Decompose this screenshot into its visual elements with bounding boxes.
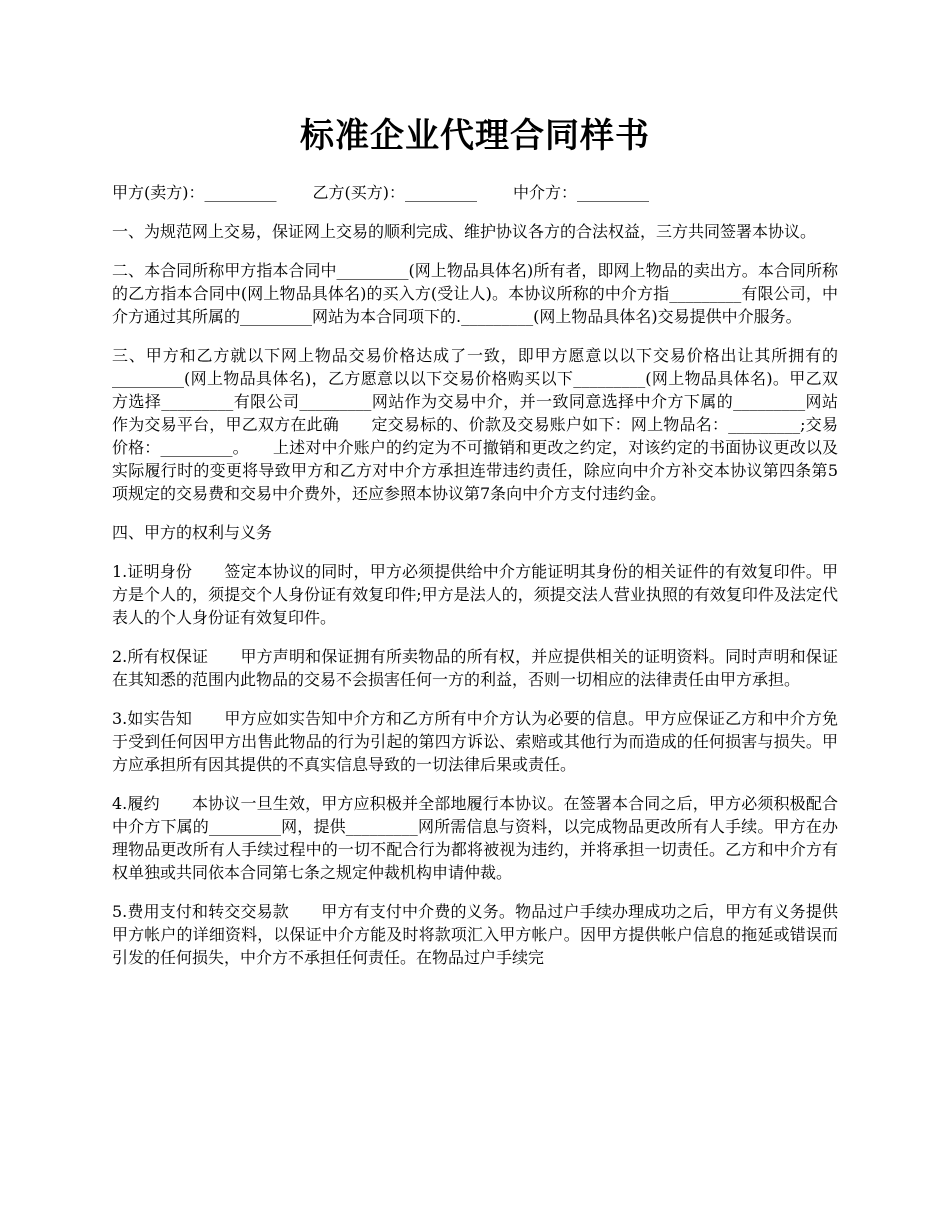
party-agent: 中介方：_________ (513, 183, 650, 202)
document-title: 标准企业代理合同样书 (300, 116, 650, 156)
contract-body (112, 220, 838, 985)
clause-ownership-guarantee: 2.所有权保证 甲方声明和保证拥有所卖物品的所有权，并应提供相关的证明资料。同时声明和保证在其知悉的范围内此物品的交易不会损害任何一方的利益，否则一切相应的法律责任由甲方承担。 (112, 647, 838, 689)
clause-definitions: 二、本合同所称甲方指本合同中_________(网上物品具体名)所有者，即网上物品的卖出方。本合同所称的乙方指本合同中(网上物品具体名)的买入方(受让人)。本协议所称的中介方指_________有限公司，中介方通过其所属的_________网站为本合同项下的._________(网上物品具体名)交易提供中介服务。 (112, 261, 838, 326)
clause-price-agreement: 三、甲方和乙方就以下网上物品交易价格达成了一致，即甲方愿意以以下交易价格出让其所拥有的_________(网上物品具体名)，乙方愿意以以下交易价格购买以下_________(网上物品具体名)。甲乙双方选择_________有限公司_________网站作为交易中介，并一致同意选择中介方下属的_________网站作为交易平台，甲乙双方在此确 定交易标的、价款及交易账户如下：网上物品名：_________;交易价格：_________。 上述对中介账户的约定为不可撤销和更改之约定，对该约定的书面协议更改以及实际履行时的变更将导致甲方和乙方对中介方承担连带违约责任，除应向中介方补交本协议第四条第5项规定的交易费和交易中介费外，还应参照本协议第7条向中介方支付违约金。 (112, 346, 838, 503)
party-seller: 甲方(卖方)：_________ (112, 183, 277, 202)
parties-line (112, 181, 842, 204)
party-buyer: 乙方(买方)：_________ (312, 183, 477, 202)
clause-purpose: 一、为规范网上交易，保证网上交易的顺利完成、维护协议各方的合法权益，三方共同签署本协议。 (112, 222, 817, 241)
clause-performance: 4.履约 本协议一旦生效，甲方应积极并全部地履行本协议。在签署本合同之后，甲方必须积极配合中介方下属的_________网，提供_________网所需信息与资料，以完成物品更改所有人手续。甲方在办理物品更改所有人手续过程中的一切不配合行为都将被视为违约，并将承担一切责任。乙方和中介方有权单独或共同依本合同第七条之规定仲裁机构申请仲裁。 (112, 794, 838, 882)
clause-identity-proof: 1.证明身份 签定本协议的同时，甲方必须提供给中介方能证明其身份的相关证件的有效复印件。甲方是个人的，须提交个人身份证有效复印件;甲方是法人的，须提交法人营业执照的有效复印件及法定代表人的个人身份证有效复印件。 (112, 562, 838, 627)
clause-truthful-disclosure: 3.如实告知 甲方应如实告知中介方和乙方所有中介方认为必要的信息。甲方应保证乙方和中介方免于受到任何因甲方出售此物品的行为引起的第四方诉讼、索赔或其他行为而造成的任何损害与损失。甲方应承担所有因其提供的不真实信息导致的一切法律后果或责任。 (112, 709, 838, 774)
clause-fee-payment: 5.费用支付和转交交易款 甲方有支付中介费的义务。物品过户手续办理成功之后，甲方有义务提供甲方帐户的详细资料，以保证中介方能及时将款项汇入甲方帐户。因甲方提供帐户信息的拖延或错误而引发的任何损失，中介方不承担任何责任。在物品过户手续完 (112, 902, 838, 967)
section-heading-party-a-rights: 四、甲方的权利与义务 (112, 523, 273, 542)
